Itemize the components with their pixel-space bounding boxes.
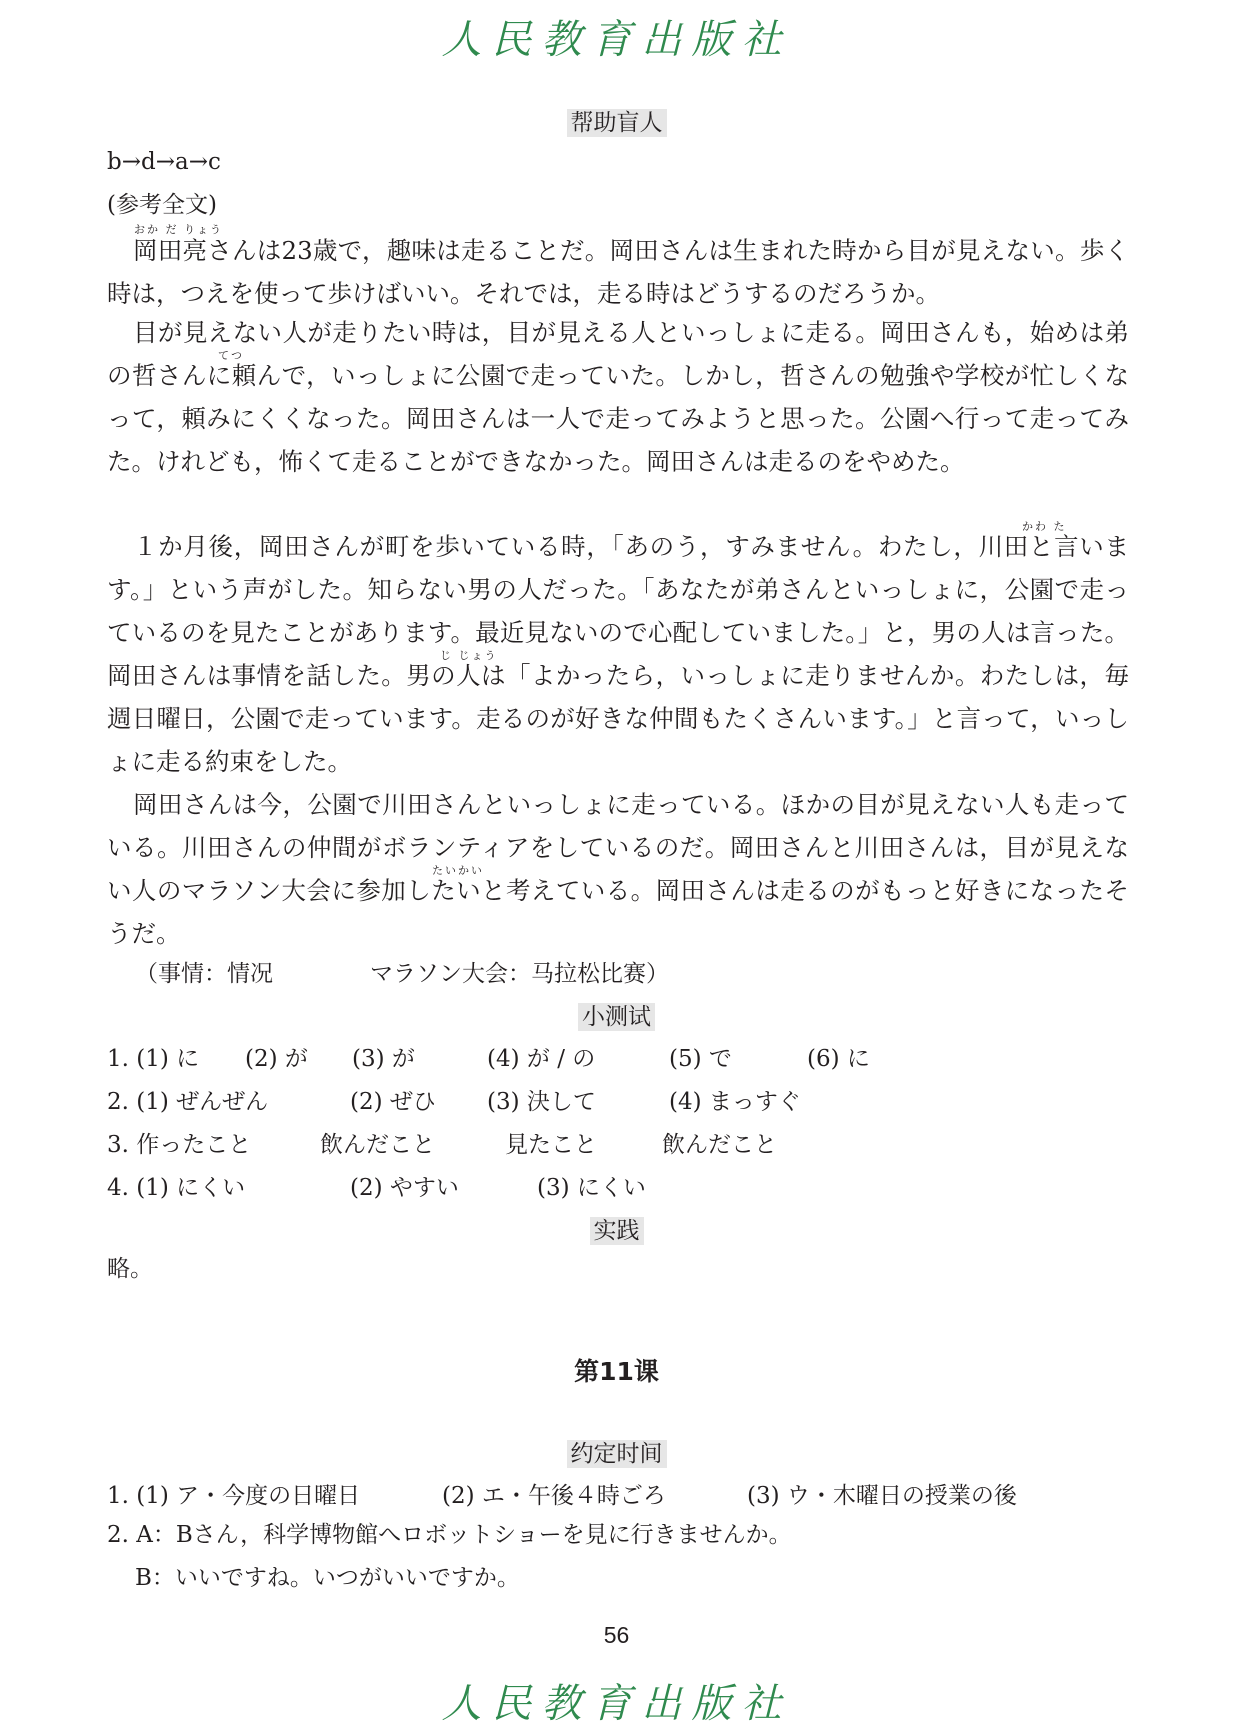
answer-order: b→d→a→c [107, 149, 221, 175]
quiz-answer: (2) ぜひ [350, 1089, 436, 1115]
dialogue-line-a: 2. A：Bさん，科学博物館へロボットショーを見に行きませんか。 [107, 1522, 792, 1548]
paragraph-1: 岡田亮さんは23歳で，趣味は走ることだ。岡田さんは生まれた時から目が見えない。歩く時は，つえを使って歩けばいい。それでは，走る時はどうするのだろうか。 [107, 236, 1129, 308]
lesson-title: 第11课 [574, 1357, 659, 1386]
ruby-kawata: かわ た [1022, 520, 1067, 533]
publisher-logo: 人民教育出版社 [441, 1681, 792, 1727]
ruby-jijou: じ じょう [440, 649, 498, 662]
quiz-answer: (6) に [807, 1046, 870, 1072]
quiz-answer: 見たこと [505, 1132, 597, 1158]
quiz-answer: (3) 決して [487, 1089, 596, 1115]
glossary-item-2: マラソン大会：马拉松比赛） [370, 961, 669, 987]
paragraph-3: １か月後，岡田さんが町を歩いている時，「あのう，すみません。わたし，川田と言います。」という声がした。知らない男の人だった。「あなたが弟さんといっしょに，公園で走っているのを見たことがあります。最近見ないので心配していました。」と，男の人は言った。岡田さんは事情を話した。男の人は「よかったら，いっしょに走りませんか。わたしは，毎週日曜日，公園で走っています。走るのが好きな仲間もたくさんいます。」と言って，いっしょに走る約束をした。 [107, 532, 1129, 776]
quiz-answer: (3) が [352, 1046, 415, 1072]
quiz-answer: 4. (1) にくい [107, 1175, 246, 1201]
practice-content: 略。 [107, 1256, 153, 1282]
ruby-tetsu: てつ [218, 349, 244, 362]
section-title-practice: 实践 [0, 1212, 1233, 1245]
section-title-helping-blind: 帮助盲人 [0, 104, 1233, 137]
page-number: 56 [603, 1622, 630, 1648]
section-title-appointment: 约定时间 [0, 1435, 1233, 1468]
quiz-answer: 飲んだこと [320, 1132, 435, 1158]
quiz-answer: 飲んだこと [662, 1132, 777, 1158]
dialogue-line-b: B：いいですね。いつがいいですか。 [135, 1565, 520, 1591]
quiz-row-3 [107, 1126, 1207, 1156]
ruby-okada-ryou: おか だ りょう [134, 223, 223, 236]
quiz-row-4 [107, 1169, 1207, 1199]
appointment-row-1 [107, 1477, 1207, 1507]
quiz-answer: (3) にくい [537, 1175, 646, 1201]
glossary-item-1: （事情：情况 [135, 961, 273, 987]
quiz-answer: (2) やすい [350, 1175, 459, 1201]
quiz-answer: 2. (1) ぜんぜん [107, 1089, 269, 1115]
quiz-answer: (4) が / の [487, 1046, 596, 1072]
quiz-answer: (5) で [669, 1046, 732, 1072]
quiz-row-1 [107, 1040, 1207, 1070]
appointment-answer: (2) エ・午後４時ごろ [442, 1483, 666, 1509]
quiz-answer: (4) まっすぐ [669, 1089, 801, 1115]
glossary [135, 955, 1233, 985]
reference-label: (参考全文) [107, 192, 217, 218]
quiz-answer: 1. (1) に [107, 1046, 200, 1072]
publisher-logo: 人民教育出版社 [441, 17, 792, 63]
ruby-taikai: たいかい [432, 864, 484, 877]
paragraph-4: 岡田さんは今，公園で川田さんといっしょに走っている。ほかの目が見えない人も走っている。川田さんの仲間がボランティアをしているのだ。岡田さんと川田さんは，目が見えない人のマラソン大会に参加したいと考えている。岡田さんは走るのがもっと好きになったそうだ。 [107, 790, 1129, 948]
section-title-quiz: 小测试 [0, 998, 1233, 1031]
quiz-answer: (2) が [245, 1046, 308, 1072]
quiz-row-2 [107, 1083, 1207, 1113]
appointment-answer: 1. (1) ア・今度の日曜日 [107, 1483, 361, 1509]
appointment-answer: (3) ウ・木曜日の授業の後 [747, 1483, 1017, 1509]
paragraph-2: 目が見えない人が走りたい時は，目が見える人といっしょに走る。岡田さんも，始めは弟の哲さんに頼んで，いっしょに公園で走っていた。しかし，哲さんの勉強や学校が忙しくなって，頼みにくくなった。岡田さんは一人で走ってみようと思った。公園へ行って走ってみた。けれども，怖くて走ることができなかった。岡田さんは走るのをやめた。 [107, 318, 1129, 476]
quiz-answer: 3. 作ったこと [107, 1132, 252, 1158]
